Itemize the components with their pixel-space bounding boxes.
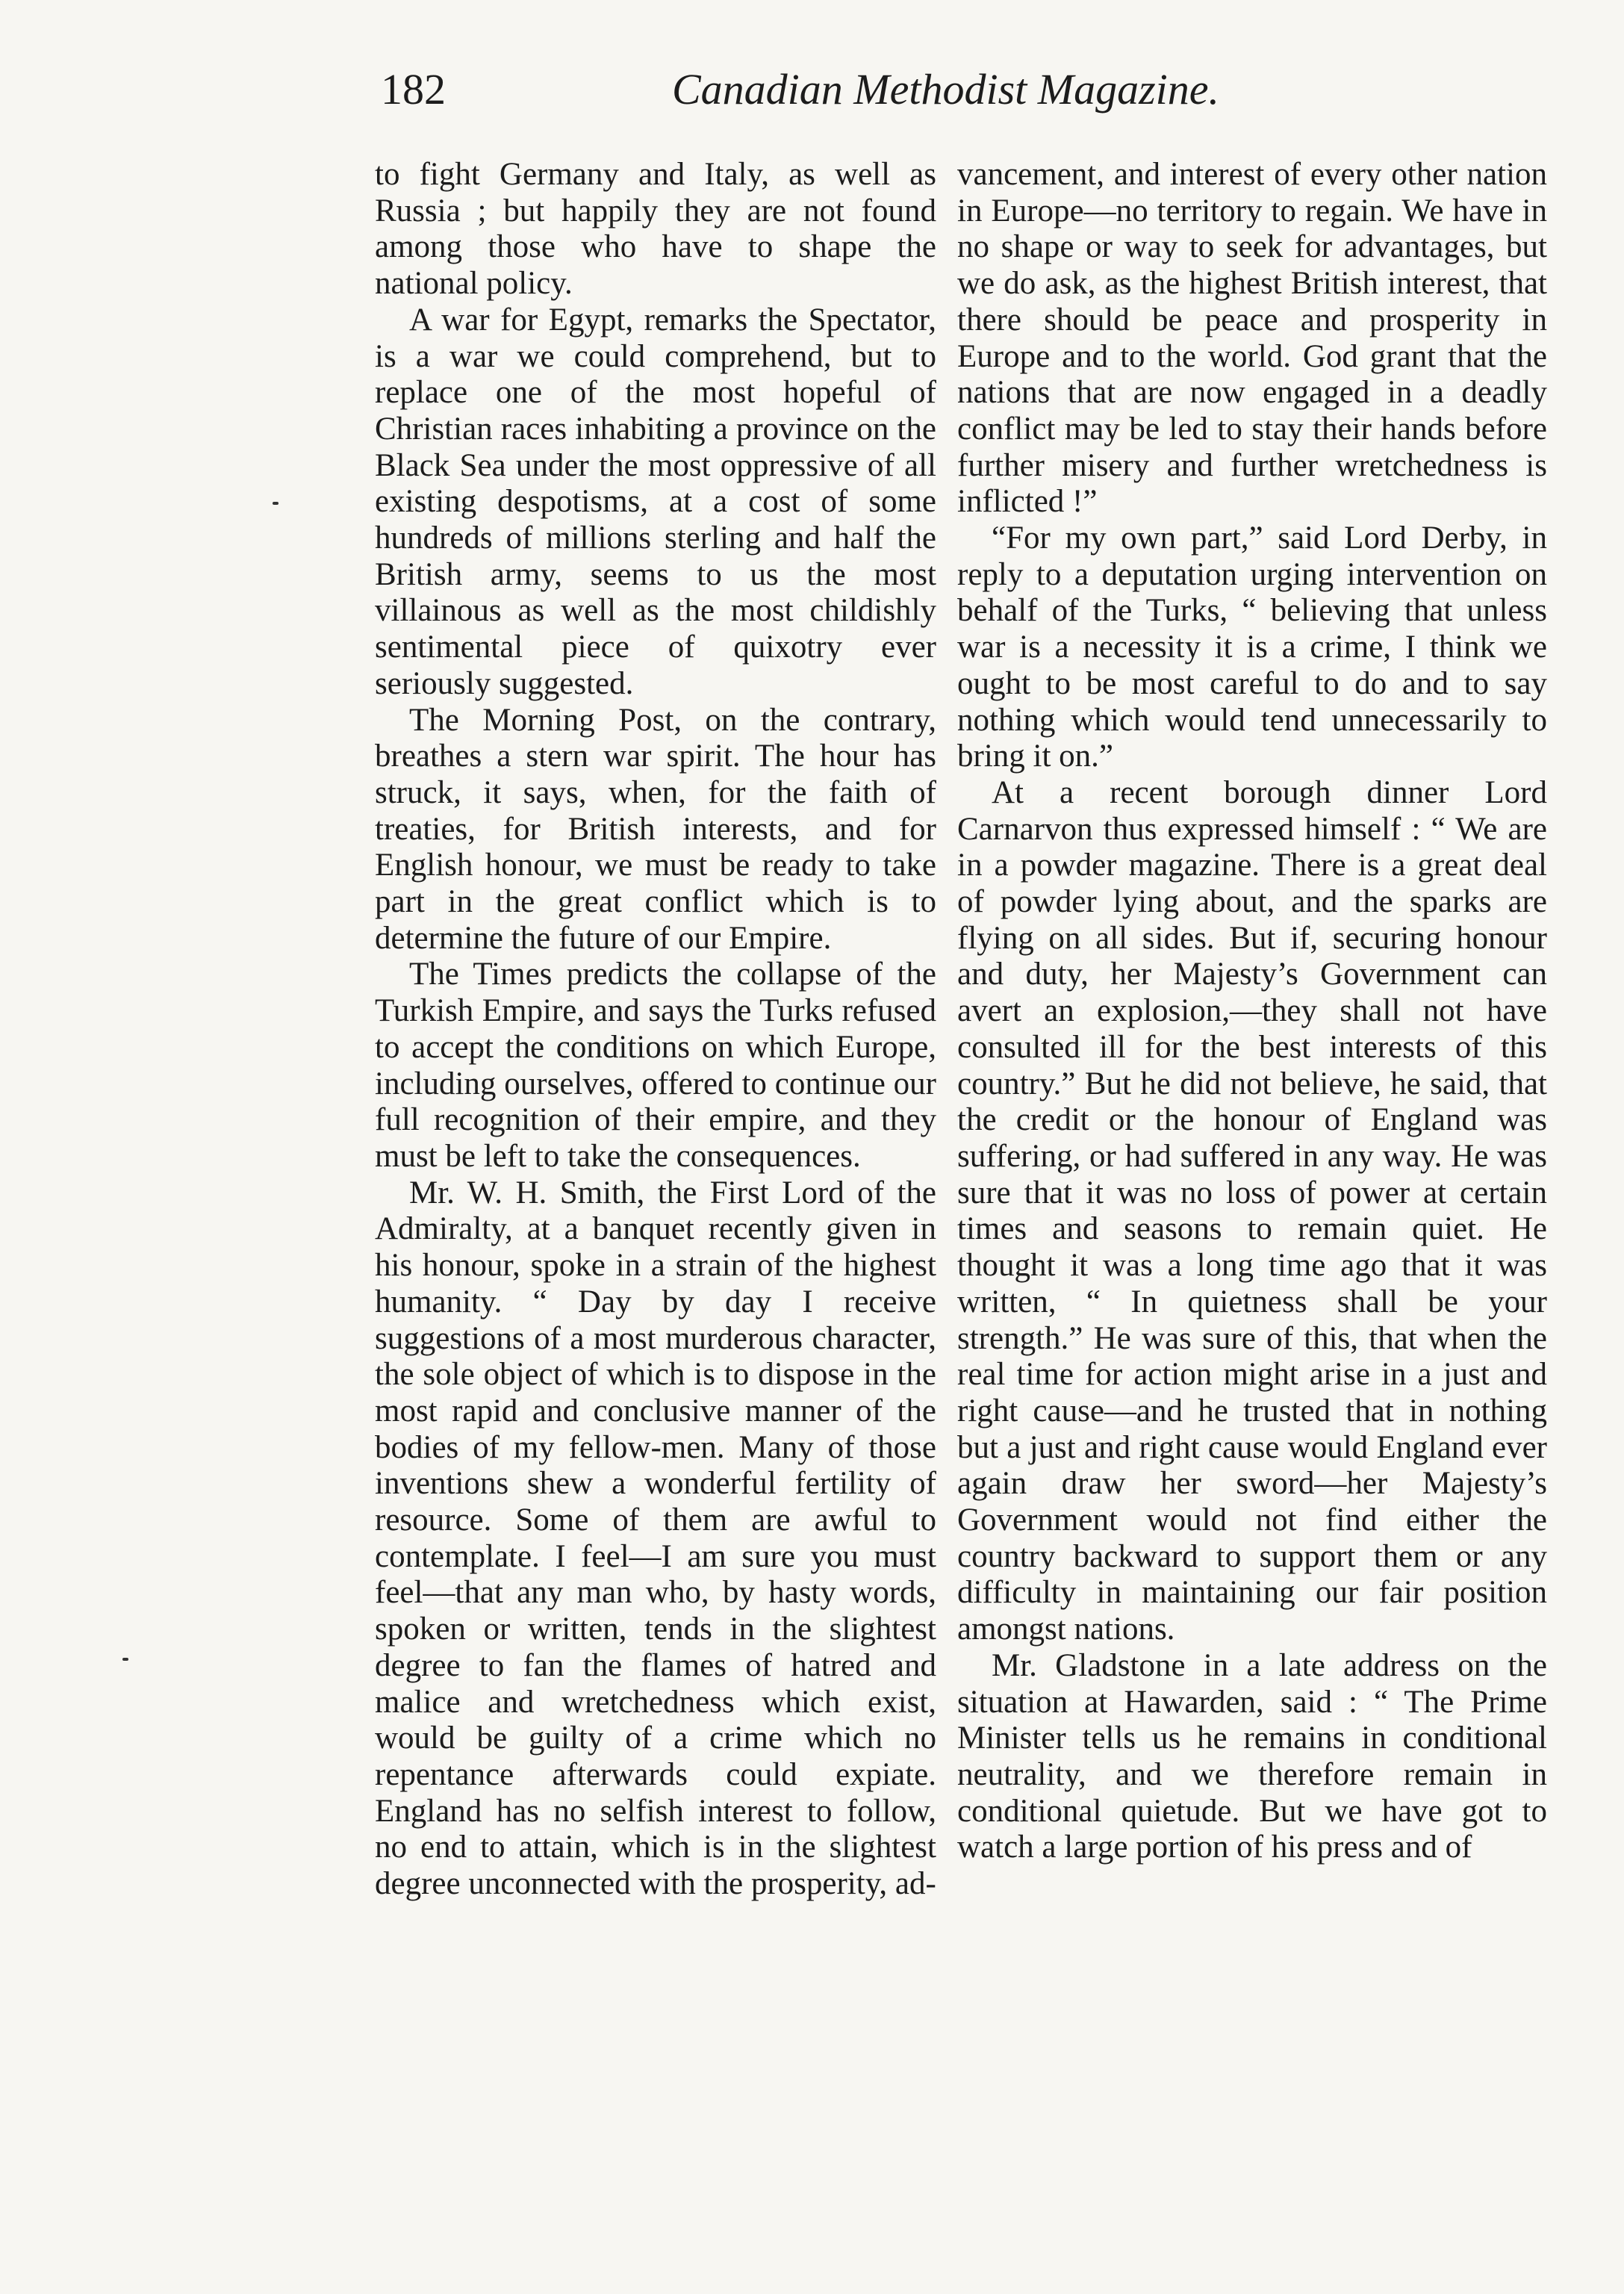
paragraph: vancement, and interest of every other nation in Europe—no territory to regain. We have in no shape or way to seek for advantages, but we do ask, as the highest British interest, that there should be peace and prosperity in Europe and to the world. God grant that the nations that are now engaged in a deadly conflict may be led to stay their hands before further misery and further wretchedness is inflicted !” bbox=[957, 157, 1547, 520]
paragraph: to fight Germany and Italy, as well as Russia ; but happily they are not found among those who have to shape the national policy. bbox=[375, 157, 936, 302]
margin-mark bbox=[273, 502, 279, 505]
paragraph: The Morning Post, on the contrary, breathes a stern war spirit. The hour has struck, it says, when, for the faith of treaties, for British interests, and for English honour, we must be ready to take part in the great conflict which is to determine the future of our Empire. bbox=[375, 702, 936, 956]
right-column bbox=[957, 157, 1547, 1866]
running-title: Canadian Methodist Magazine. bbox=[672, 65, 1220, 114]
paragraph: The Times predicts the collapse of the Turkish Empire, and says the Turks refused to accept the conditions on which Europe, including ourselves, offered to continue our full recognition of their empire, and they must be left to take the consequences. bbox=[375, 957, 936, 1174]
page-number: 182 bbox=[381, 65, 446, 114]
margin-mark bbox=[122, 1658, 128, 1661]
left-column bbox=[375, 157, 936, 1903]
paragraph: Mr. W. H. Smith, the First Lord of the Admiralty, at a banquet recently given in his honour, spoke in a strain of the highest humanity. “ Day by day I receive suggestions of a most murderous character, the sole object of which is to dispose in the most rapid and conclusive manner of the bodies of my fellow-men. Many of those inventions shew a wonderful fertility of resource. Some of them are awful to contemplate. I feel—I am sure you must feel—that any man who, by hasty words, spoken or written, tends in the slightest degree to fan the flames of hatred and malice and wretchedness which exist, would be guilty of a crime which no repentance afterwards could expiate. England has no selfish interest to follow, no end to attain, which is in the slightest degree unconnected with the prosperity, ad- bbox=[375, 1175, 936, 1902]
paragraph: “For my own part,” said Lord Derby, in reply to a deputation urging intervention on behalf of the Turks, “ believing that unless war is a necessity it is a crime, I think we ought to be most careful to do and to say nothing which would tend unnecessarily to bring it on.” bbox=[957, 520, 1547, 774]
paragraph: Mr. Gladstone in a late address on the situation at Hawarden, said : “ The Prime Minister tells us he remains in conditional neutrality, and we therefore remain in conditional quietude. But we have got to watch a large portion of his press and of bbox=[957, 1647, 1547, 1865]
paragraph: A war for Egypt, remarks the Spectator, is a war we could comprehend, but to replace one of the most hopeful of Christian races inhabiting a province on the Black Sea under the most oppressive of all existing despotisms, at a cost of some hundreds of millions sterling and half the British army, seems to us the most villainous as well as the most childishly sentimental piece of quixotry ever seriously suggested. bbox=[375, 302, 936, 701]
page-header bbox=[0, 64, 1624, 131]
paragraph: At a recent borough dinner Lord Carnarvon thus expressed himself : “ We are in a powder magazine. There is a great deal of powder lying about, and the sparks are flying on all sides. But if, securing honour and duty, her Majesty’s Government can avert an explosion,—they shall not have consulted ill for the best interests of this country.” But he did not believe, he said, that the credit or the honour of England was suffering, or had suffered in any way. He was sure that it was no loss of power at certain times and seasons to remain quiet. He thought it was a long time ago that it was written, “ In quietness shall be your strength.” He was sure of this, that when the real time for action might arise in a just and right cause—and he trusted that in nothing but a just and right cause would England ever again draw her sword—her Majesty’s Government would not find either the country backward to support them or any difficulty in maintaining our fair position amongst nations. bbox=[957, 774, 1547, 1647]
